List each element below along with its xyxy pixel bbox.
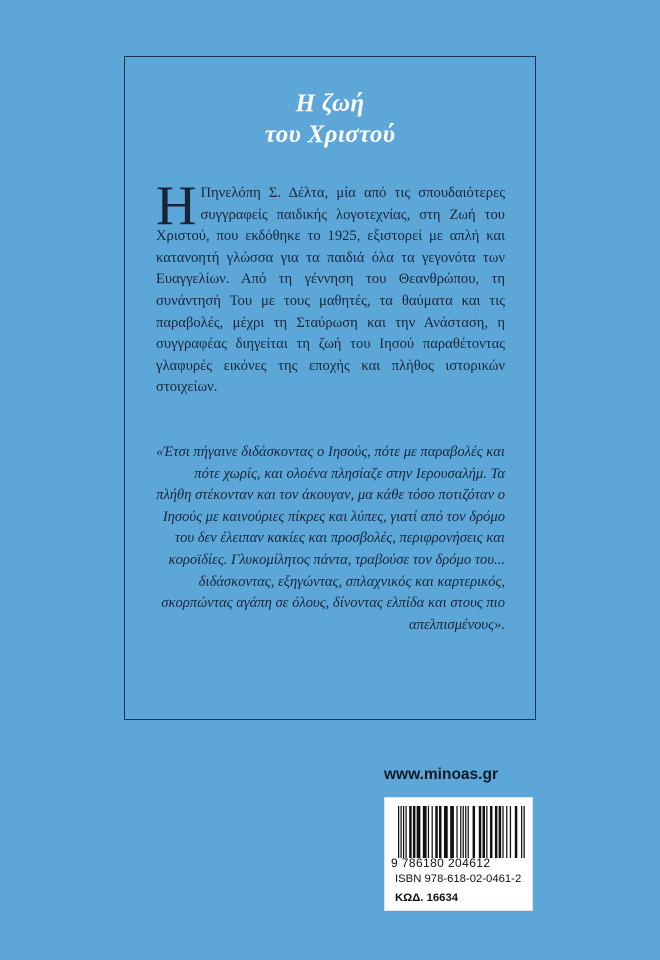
drop-cap: Η: [156, 175, 197, 237]
quote-paragraph: «Έτσι πήγαινε διδάσκοντας ο Ιησούς, πότε με παραβολές και πότε χωρίς, και ολοένα πλησίαζε στην Ιερουσαλήμ. Τα πλήθη στέκονταν και τον άκουγαν, μα κάθε τόσο ποτιζόταν ο Ιησούς με καινούριες πίκρες και λύπες, γιατί από τον δρόμο του δεν έλειπαν κακίες και προσβολές, περιφρονήσεις και κοροϊδίες. Γλυκομίλητος πάντα, τραβούσε τον δρόμο του... διδάσκοντας, εξηγώντας, σπλαχνικός και καρτερικός, σκορπώντας αγάπη σε όλους, δίνοντας ελπίδα και στους πιο απελπισμένους».: [156, 444, 505, 633]
barcode-block: [384, 797, 533, 911]
intro-text: Πηνελόπη Σ. Δέλτα, μία από τις σπουδαιότερες συγγραφείς παιδικής λογοτεχνίας, στη Ζωή του Χριστού, που εκδόθηκε το 1925, εξιστορεί με απλή και κατανοητή γλώσσα για τα παιδιά όλα τα γεγονότα των Ευαγγελίων. Από τη γέννηση του Θεανθρώπου, τη συνάντησή Του με τους μαθητές, τα θαύματα και τις παραβολές, μέχρι τη Σταύρωση και την Ανάσταση, η συγγραφέας διηγείται τη ζωή του Ιησού παραθέτοντας γλαφυρές εικόνες της εποχής και πλήθος ιστορικών στοιχείων.: [156, 185, 505, 396]
book-title-line-1: Η ζωή: [295, 90, 365, 117]
isbn-number: ISBN 978-618-02-0461-2: [395, 873, 522, 885]
intro-paragraph: [156, 175, 505, 399]
barcode-image: [398, 806, 526, 858]
publisher-website: www.minoas.gr: [384, 766, 498, 783]
barcode-digits: 9 786180 204612: [391, 856, 491, 870]
product-code: ΚΩΔ. 16634: [395, 892, 459, 904]
book-title-line-2: του Χριστού: [264, 121, 396, 148]
